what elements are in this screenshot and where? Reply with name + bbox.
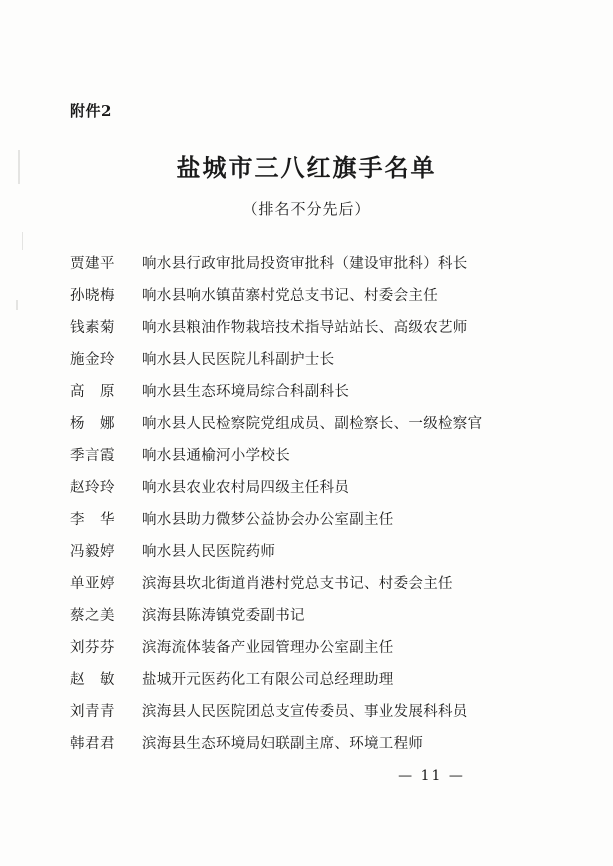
honoree-name: 高 原 — [70, 384, 115, 400]
list-item — [70, 412, 550, 444]
list-item — [70, 380, 550, 412]
list-item — [70, 444, 550, 476]
list-item — [70, 476, 550, 508]
list-item — [70, 348, 550, 380]
list-item — [70, 284, 550, 316]
honoree-name: 蔡之美 — [70, 608, 115, 624]
scan-artifact — [22, 232, 23, 250]
attachment-label: 附件2 — [70, 102, 112, 120]
honoree-name: 赵玲玲 — [70, 480, 115, 496]
honoree-description: 响水县人民医院儿科副护士长 — [142, 352, 335, 368]
honoree-name: 季言霞 — [70, 448, 115, 464]
list-item — [70, 668, 550, 700]
honoree-description: 滨海县坎北街道肖港村党总支书记、村委会主任 — [142, 576, 453, 592]
list-item — [70, 252, 550, 284]
honoree-description: 响水县通榆河小学校长 — [142, 448, 290, 464]
honoree-description: 响水县生态环境局综合科副科长 — [142, 384, 350, 400]
page-number: — 11 — — [398, 768, 465, 784]
list-item — [70, 572, 550, 604]
honoree-description: 滨海县人民医院团总支宣传委员、事业发展科科员 — [142, 704, 468, 720]
honoree-name: 钱素菊 — [70, 320, 115, 336]
honoree-name: 单亚婷 — [70, 576, 115, 592]
honoree-description: 盐城开元医药化工有限公司总经理助理 — [142, 672, 394, 688]
honoree-description: 滨海县生态环境局妇联副主席、环境工程师 — [142, 736, 424, 752]
honoree-name: 贾建平 — [70, 256, 115, 272]
honoree-name: 赵 敏 — [70, 672, 115, 688]
honoree-list — [70, 252, 550, 764]
honoree-description: 滨海流体装备产业园管理办公室副主任 — [142, 640, 394, 656]
list-item — [70, 636, 550, 668]
list-item — [70, 700, 550, 732]
list-item — [70, 732, 550, 764]
honoree-name: 刘青青 — [70, 704, 115, 720]
honoree-description: 响水县助力微梦公益协会办公室副主任 — [142, 512, 394, 528]
list-item — [70, 540, 550, 572]
honoree-description: 响水县行政审批局投资审批科（建设审批科）科长 — [142, 256, 468, 272]
honoree-name: 韩君君 — [70, 736, 115, 752]
honoree-name: 冯毅婷 — [70, 544, 115, 560]
honoree-name: 施金玲 — [70, 352, 115, 368]
honoree-description: 响水县人民检察院党组成员、副检察长、一级检察官 — [142, 416, 483, 432]
honoree-name: 杨 娜 — [70, 416, 115, 432]
honoree-name: 刘芬芬 — [70, 640, 115, 656]
honoree-name: 李 华 — [70, 512, 115, 528]
honoree-description: 响水县农业农村局四级主任科员 — [142, 480, 350, 496]
scan-artifact — [16, 300, 18, 310]
list-item — [70, 604, 550, 636]
honoree-description: 响水县粮油作物栽培技术指导站站长、高级农艺师 — [142, 320, 468, 336]
honoree-description: 滨海县陈涛镇党委副书记 — [142, 608, 305, 624]
list-item — [70, 508, 550, 540]
list-item — [70, 316, 550, 348]
honoree-description: 响水县响水镇苗寨村党总支书记、村委会主任 — [142, 288, 438, 304]
page-title: 盐城市三八红旗手名单 — [176, 153, 437, 182]
title-subtitle: （排名不分先后） — [242, 200, 371, 218]
honoree-description: 响水县人民医院药师 — [142, 544, 276, 560]
honoree-name: 孙晓梅 — [70, 288, 115, 304]
